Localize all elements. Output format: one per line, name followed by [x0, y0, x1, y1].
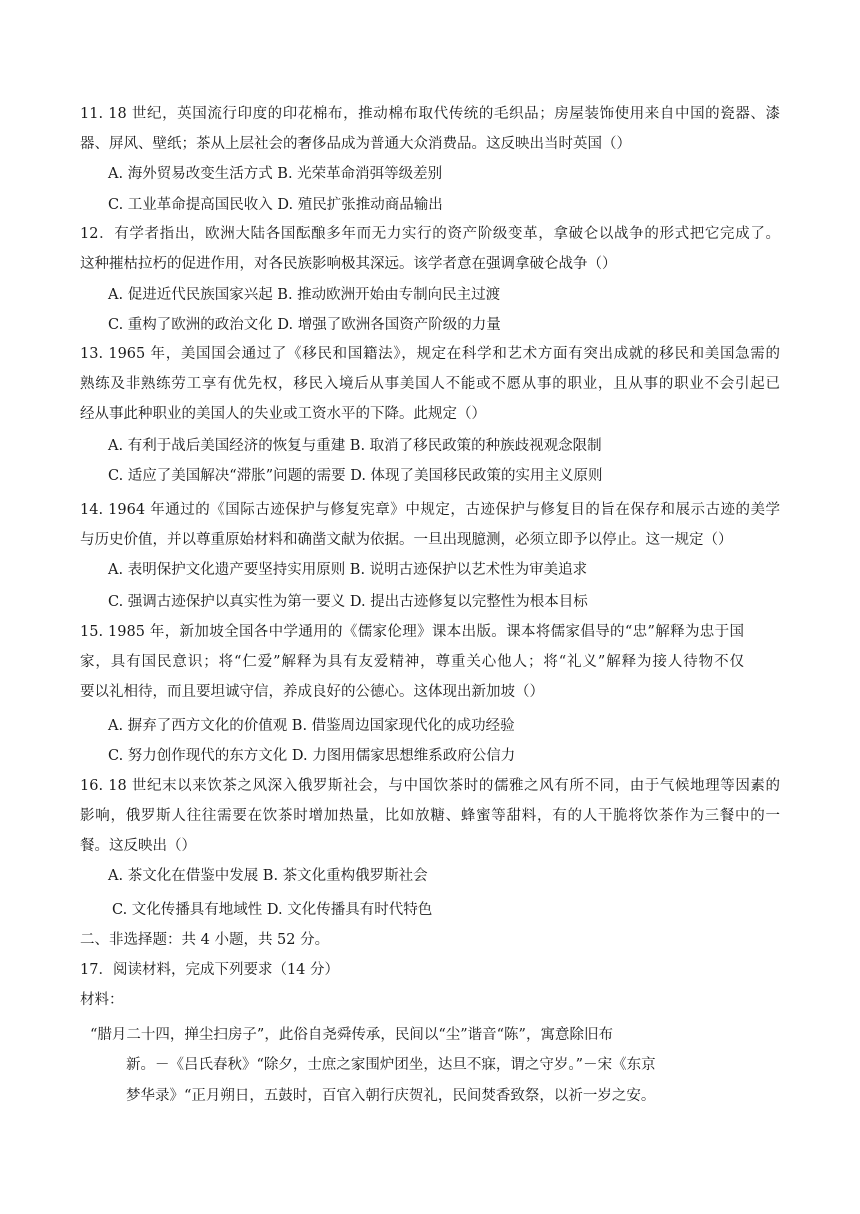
material-line-3: 梦华录》“正月朔日，五鼓时，百官入朝行庆贺礼，民间焚香致祭，以祈一岁之安。 [126, 1088, 656, 1104]
q13-stem-line-2: 熟练及非熟练劳工享有优先权，移民入境后从事美国人不能或不愿从事的职业，且从事的职业不会引起已 [80, 376, 780, 392]
q12-option-ab: A. 促进近代民族国家兴起 B. 推动欧洲开始由专制向民主过渡 [108, 287, 501, 303]
material-label: 材料： [80, 992, 124, 1008]
q13-stem-line-3: 经从事此种职业的美国人的失业或工资水平的下降。此规定（） [80, 406, 486, 422]
section-title: 二、非选择题：共 4 小题，共 52 分。 [80, 932, 330, 948]
q16-stem-line-1: 16. 18 世纪末以来饮茶之风深入俄罗斯社会，与中国饮茶时的儒雅之风有所不同，由于气候地理等因素的 [80, 778, 780, 794]
q12-stem-line-1: 12．有学者指出，欧洲大陆各国酝酿多年而无力实行的资产阶级变革，拿破仑以战争的形式把它完成了。 [80, 226, 780, 242]
q17-title: 17．阅读材料，完成下列要求（14 分） [80, 962, 340, 978]
q15-stem-line-1: 15. 1985 年，新加坡全国各中学通用的《儒家伦理》课本出版。课本将儒家倡导的“忠”解释为忠于国 [80, 624, 744, 640]
q16-stem-line-3: 餐。这反映出（） [80, 838, 196, 854]
q12-stem-line-2: 这种摧枯拉朽的促进作用，对各民族影响极其深远。该学者意在强调拿破仑战争（） [80, 256, 617, 272]
q12-option-cd: C. 重构了欧洲的政治文化 D. 增强了欧洲各国资产阶级的力量 [108, 317, 501, 333]
q16-option-ab: A. 茶文化在借鉴中发展 B. 茶文化重构俄罗斯社会 [108, 868, 428, 884]
q11-option-ab: A. 海外贸易改变生活方式 B. 光荣革命消弭等级差别 [108, 166, 443, 182]
q11-stem-line-1: 11. 18 世纪，英国流行印度的印花棉布，推动棉布取代传统的毛织品；房屋装饰使用来自中国的瓷器、漆 [80, 106, 780, 122]
q15-stem-line-2: 家，具有国民意识；将“仁爱”解释为具有友爱精神，尊重关心他人；将“礼义”解释为接人待物不仅 [80, 654, 744, 670]
q14-stem-line-1: 14. 1964 年通过的《国际古迹保护与修复宪章》中规定，古迹保护与修复目的旨在保存和展示古迹的美学 [80, 502, 780, 518]
q14-stem-line-2: 与历史价值，并以尊重原始材料和确凿文献为依据。一旦出现臆测，必须立即予以停止。这一规定（） [80, 532, 733, 548]
q14-option-ab: A. 表明保护文化遗产要坚持实用原则 B. 说明古迹保护以艺术性为审美追求 [108, 562, 588, 578]
q15-stem-line-3: 要以礼相待，而且要坦诚守信，养成良好的公德心。这体现出新加坡（） [80, 684, 544, 700]
q16-stem-line-2: 影响，俄罗斯人往往需要在饮茶时增加热量，比如放糖、蜂蜜等甜料，有的人干脆将饮茶作为三餐中的一 [80, 808, 780, 824]
q16-option-cd: C. 文化传播具有地域性 D. 文化传播具有时代特色 [112, 902, 433, 918]
q15-option-ab: A. 摒弃了西方文化的价值观 B. 借鉴周边国家现代化的成功经验 [108, 718, 515, 734]
q13-option-ab: A. 有利于战后美国经济的恢复与重建 B. 取消了移民政策的种族歧视观念限制 [108, 438, 602, 454]
q11-option-cd: C. 工业革命提高国民收入 D. 殖民扩张推动商品输出 [108, 197, 443, 213]
q13-option-cd: C. 适应了美国解决“滞胀”问题的需要 D. 体现了美国移民政策的实用主义原则 [108, 468, 603, 484]
material-line-1: “腊月二十四，掸尘扫房子”，此俗自尧舜传承，民间以“尘”谐音“陈”，寓意除旧布 [90, 1027, 613, 1043]
q14-option-cd: C. 强调古迹保护以真实性为第一要义 D. 提出古迹修复以完整性为根本目标 [108, 594, 588, 610]
material-line-2: 新。－《吕氏春秋》“除夕，士庶之家围炉团坐，达旦不寐，谓之守岁。”－宋《东京 [126, 1057, 656, 1073]
q13-stem-line-1: 13. 1965 年，美国国会通过了《移民和国籍法》，规定在科学和艺术方面有突出成就的移民和美国急需的 [80, 346, 780, 362]
q15-option-cd: C. 努力创作现代的东方文化 D. 力图用儒家思想维系政府公信力 [108, 748, 516, 764]
q11-stem-line-2: 器、屏风、壁纸；茶从上层社会的奢侈品成为普通大众消费品。这反映出当时英国（） [80, 136, 631, 152]
